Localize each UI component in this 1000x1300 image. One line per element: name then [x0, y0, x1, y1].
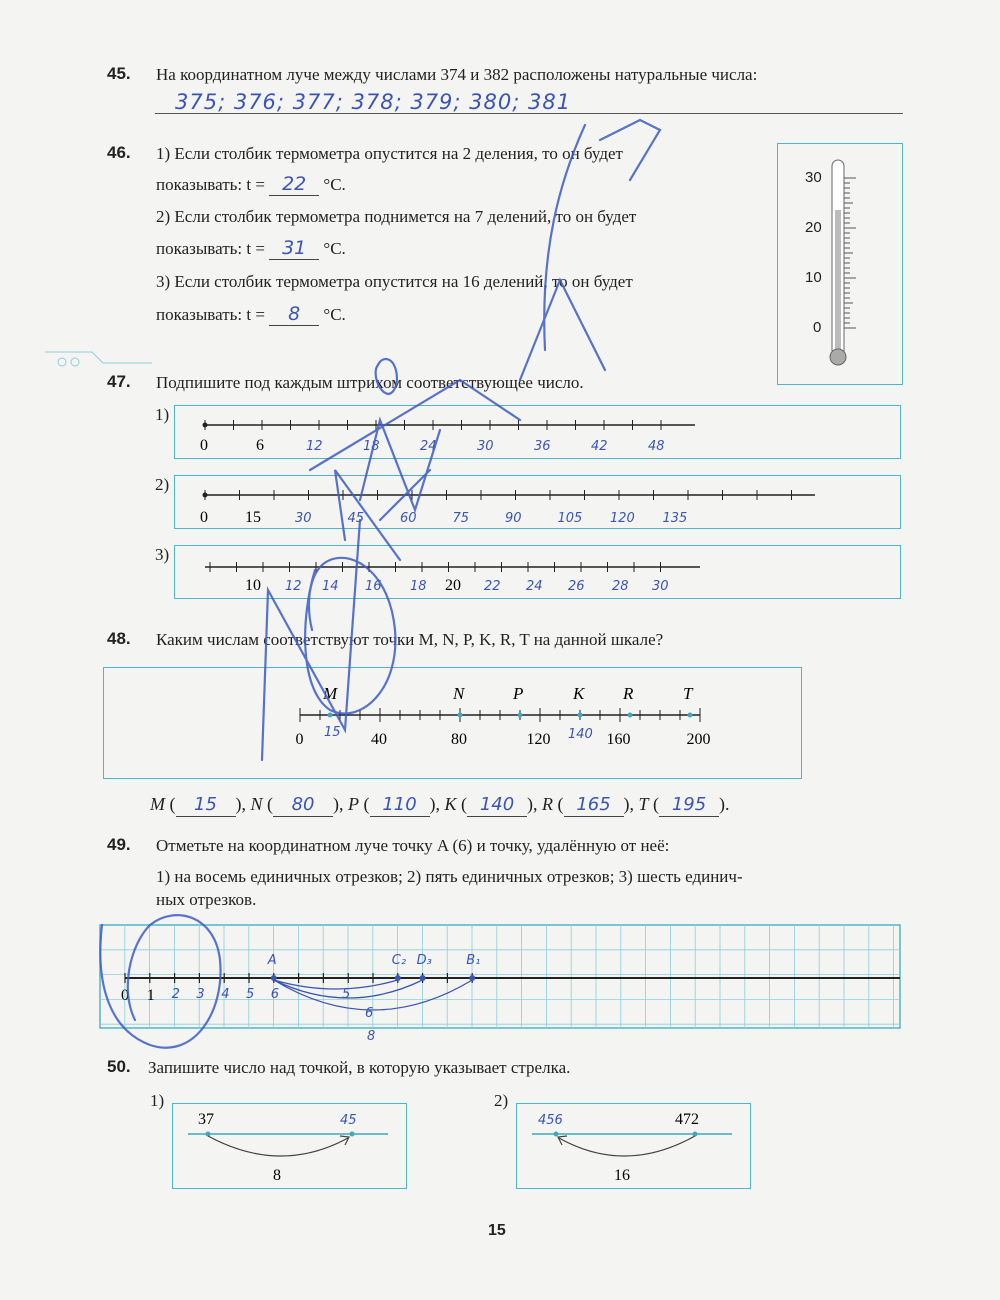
row2-written: 45 — [347, 511, 365, 526]
point-label-K: K — [573, 684, 585, 703]
ray-label-1: 1 — [146, 987, 155, 1004]
task-46-line-2: 2) Если столбик термометра поднимется на 7 делений, то он будет — [156, 207, 637, 226]
box1-start-label: 37 — [198, 1111, 214, 1128]
row1-written: 18 — [363, 439, 380, 454]
row2-written: 75 — [452, 511, 470, 526]
task-47-label-3: 3) — [155, 545, 170, 564]
answer-p: 110 — [370, 794, 430, 817]
answer-m: 15 — [176, 794, 236, 817]
box1-end-point — [350, 1132, 355, 1137]
point-t-label: T — [638, 794, 649, 814]
point-label-3: B₁ — [466, 953, 481, 968]
box2-end-point — [693, 1132, 698, 1137]
mark-15: 15 — [324, 725, 341, 740]
scale-label: 0 — [295, 731, 304, 748]
point-label-P: P — [513, 684, 524, 703]
box2-arc — [559, 1136, 695, 1156]
scale-label: 160 — [606, 731, 631, 748]
task-47-label-1: 1) — [155, 405, 170, 424]
task-47-text: Подпишите под каждым штрихом соответствующее число. — [156, 373, 584, 392]
row2-written: 30 — [295, 511, 312, 526]
thermo-label-0: 0 — [813, 319, 822, 336]
task-50-number: 50. — [107, 1057, 131, 1076]
ray-written: 6 — [270, 987, 280, 1002]
row2-printed-1: 15 — [245, 509, 261, 526]
task-48-text: Каким числам соответствуют точки M, N, P, K, R, T на данной шкале? — [156, 630, 664, 649]
box1-arc — [208, 1136, 348, 1156]
row1-written: 48 — [648, 439, 665, 454]
box2-step: 16 — [614, 1167, 630, 1184]
mark-140: 140 — [568, 727, 593, 742]
box1-answer: 45 — [340, 1113, 357, 1128]
show-prefix: показывать: t = — [156, 305, 265, 324]
box1-step: 8 — [273, 1167, 281, 1184]
task-47-number: 47. — [107, 372, 131, 391]
point-label-T: T — [683, 684, 693, 703]
arc-label-5: 5 — [342, 987, 351, 1002]
row3-printed-1: 20 — [445, 577, 461, 594]
ray-written: 5 — [246, 987, 255, 1002]
scale-label: 80 — [451, 731, 467, 748]
answer-n: 80 — [273, 794, 333, 817]
row3-written: 26 — [568, 579, 585, 594]
task-45-text: На координатном луче между числами 374 и 382 расположены натуральные числа: — [156, 65, 758, 84]
row2-written: 90 — [505, 511, 522, 526]
scale-label: 120 — [526, 731, 551, 748]
task-47-label-2: 2) — [155, 475, 170, 494]
box2-end-label: 472 — [675, 1111, 699, 1128]
row2-written: 135 — [662, 511, 688, 526]
row3-printed-0: 10 — [245, 577, 261, 594]
unit: °C. — [323, 175, 346, 194]
show-prefix: показывать: t = — [156, 239, 265, 258]
task-45-answer: 375; 376; 377; 378; 379; 380; 381 — [175, 90, 572, 114]
point-n-label: N — [250, 794, 263, 814]
task-48-answers: M ( 15 ), N ( 80 ), P ( 110 ), K ( 140 ), R ( 165 ), T ( 195 ). — [150, 794, 730, 815]
task-49-line-2: 1) на восемь единичных отрезков; 2) пять единичных отрезков; 3) шесть единич- — [156, 867, 743, 886]
unit: °C. — [323, 239, 346, 258]
row2-written: 120 — [610, 511, 635, 526]
row2-written: 105 — [557, 511, 583, 526]
box1-start-point — [206, 1132, 211, 1137]
answer-3: 8 — [269, 303, 319, 326]
row3-written: 18 — [410, 579, 427, 594]
row1-written: 42 — [591, 439, 608, 454]
row3-written: 14 — [322, 579, 339, 594]
point-m-label: M — [150, 794, 165, 814]
row3-written: 16 — [365, 579, 382, 594]
task-49-line-3: ных отрезков. — [156, 890, 257, 909]
point-label-1: C₂ — [391, 953, 407, 968]
scale-label: 200 — [686, 731, 711, 748]
arc-label-6: 6 — [365, 1006, 374, 1021]
answer-t: 195 — [659, 794, 719, 817]
row1-written: 36 — [534, 439, 551, 454]
ray-written: 2 — [171, 987, 180, 1002]
task-46-line-1: 1) Если столбик термометра опустится на 2 деления, то он будет — [156, 144, 623, 163]
ray-written: 3 — [196, 987, 205, 1002]
row3-written: 24 — [526, 579, 543, 594]
thermo-label-10: 10 — [805, 269, 822, 286]
answer-k: 140 — [467, 794, 527, 817]
point-k-label: K — [444, 794, 457, 814]
point-p-label: P — [348, 794, 360, 814]
unit: °C. — [323, 305, 346, 324]
task-50-text: Запишите число над точкой, в которую указывает стрелка. — [148, 1058, 571, 1077]
ray-label-0: 0 — [121, 987, 129, 1004]
task-50-label-1: 1) — [150, 1091, 165, 1110]
task-46-number: 46. — [107, 143, 131, 162]
scale-label: 40 — [371, 731, 387, 748]
row2-printed-0: 0 — [200, 509, 208, 526]
row3-written: 22 — [484, 579, 501, 594]
page-number: 15 — [488, 1222, 506, 1239]
answer-2: 31 — [269, 237, 319, 260]
show-prefix: показывать: t = — [156, 175, 265, 194]
task-45-number: 45. — [107, 64, 131, 83]
row3-written: 30 — [652, 579, 669, 594]
task-48-number: 48. — [107, 629, 131, 648]
task-49-number: 49. — [107, 835, 131, 854]
task-46-line-3: 3) Если столбик термометра опустится на 16 делений, то он будет — [156, 272, 633, 291]
ray-written: 4 — [221, 987, 230, 1002]
point-label-0: A — [267, 953, 277, 968]
arc-label-8: 8 — [367, 1029, 376, 1044]
row2-written: 60 — [400, 511, 417, 526]
box2-answer: 456 — [538, 1113, 563, 1128]
point-r-label: R — [542, 794, 554, 814]
point-label-R: R — [623, 684, 634, 703]
task-50-label-2: 2) — [494, 1091, 509, 1110]
row1-printed-1: 6 — [256, 437, 264, 454]
point-label-2: D₃ — [416, 953, 432, 968]
answer-r: 165 — [564, 794, 624, 817]
box2-start-point — [554, 1132, 559, 1137]
thermo-label-30: 30 — [805, 169, 822, 186]
row1-written: 12 — [306, 439, 323, 454]
answer-1: 22 — [269, 173, 319, 196]
row1-written: 30 — [477, 439, 494, 454]
row1-printed-0: 0 — [200, 437, 208, 454]
row3-written: 28 — [612, 579, 629, 594]
task-49-line-1: Отметьте на координатном луче точку A (6) и точку, удалённую от неё: — [156, 836, 670, 855]
row3-written: 12 — [285, 579, 302, 594]
point-label-N: N — [453, 684, 465, 703]
row1-written: 24 — [420, 439, 437, 454]
point-label-M: M — [323, 684, 338, 703]
thermo-label-20: 20 — [805, 219, 822, 236]
